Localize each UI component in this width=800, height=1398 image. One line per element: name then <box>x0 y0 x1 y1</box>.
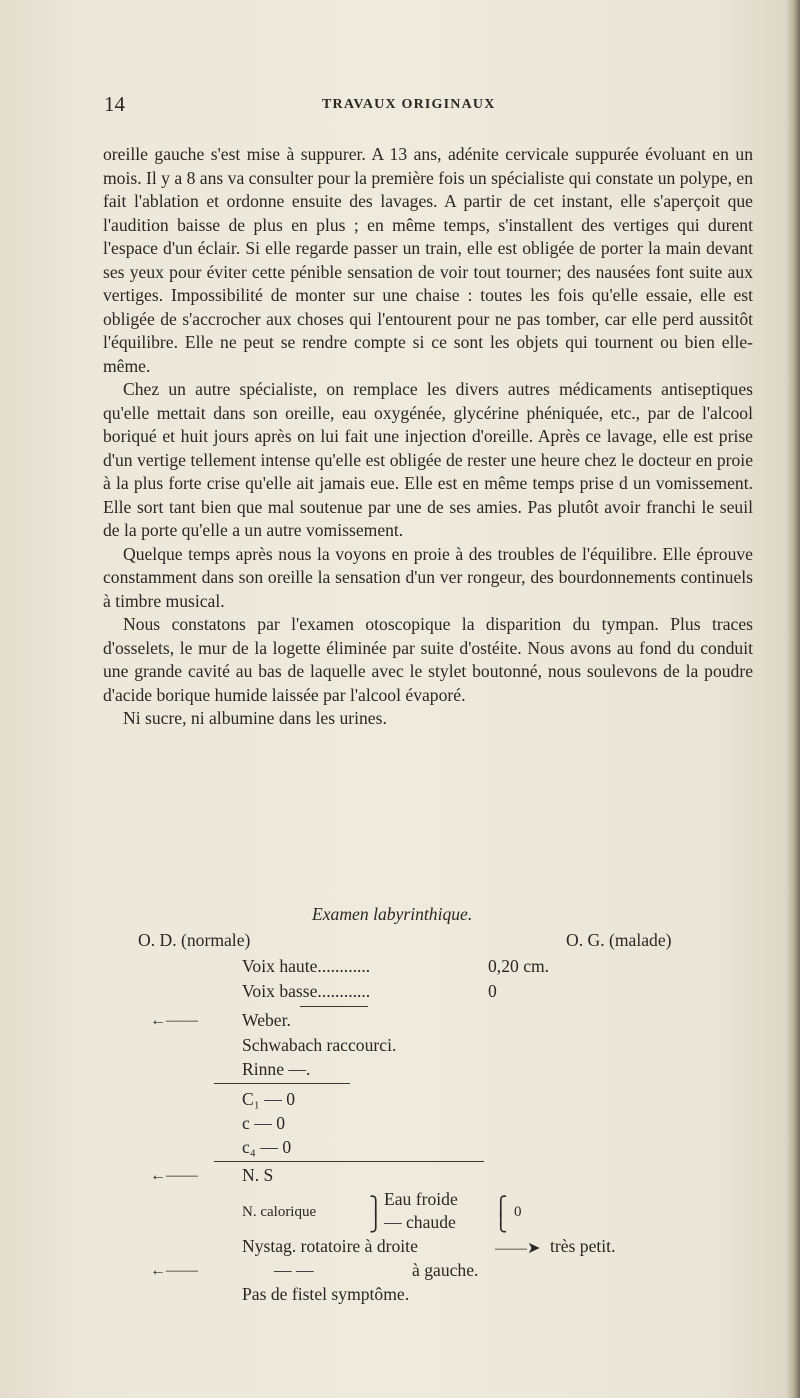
eau-froide-label: Eau froide <box>384 1189 458 1209</box>
c4-label: c₄ — 0 <box>242 1137 292 1157</box>
calorique-label: N. calorique <box>242 1204 317 1220</box>
nystag-value: très petit. <box>550 1236 616 1256</box>
brace-left: ⎫ <box>369 1196 383 1216</box>
paragraph: Chez un autre spécialiste, on remplace les divers autres médicaments antiseptiques qu'elle mettait dans son oreille, eau oxygénée, glycérine phéniquée, etc., par de l'alcool boriqué et huit jours après on lui fait une injection d'oreille. Après ce lavage, elle est prise d'un vertige tellement intense qu'elle est obligée de rester une heure chez le docteur en proie à la plus forte crise qu'elle ait jamais eue. Elle est en même temps prise d un vomissement. Elle sort tant bien que mal soutenue par une de ses amies. Pas plutôt avoir franchi le seuil de la porte qu'elle a un autre vomissement. <box>103 379 753 540</box>
divider <box>214 1083 350 1084</box>
exam-title: Examen labyrinthique. <box>312 904 473 924</box>
arrow-left-icon: ←—— <box>150 1167 198 1184</box>
ditto-dashes: — — <box>274 1260 314 1280</box>
voix-haute-label: Voix haute............ <box>242 956 371 976</box>
voix-basse-label: Voix basse............ <box>242 981 371 1001</box>
c-label: c — 0 <box>242 1113 285 1133</box>
rinne-label: Rinne —. <box>242 1059 311 1079</box>
paragraph: Quelque temps après nous la voyons en proie à des troubles de l'équilibre. Elle éprouve constamment dans son oreille la sensation d'un ver rongeur, des bourdonnements continuels à timbre musical. <box>103 543 753 611</box>
paragraph: Ni sucre, ni albumine dans les urines. <box>123 708 387 728</box>
nystag-label: Nystag. rotatoire à droite <box>242 1236 418 1256</box>
column-left-label: O. D. (normale) <box>138 930 251 950</box>
brace-right: ⎩ <box>494 1212 508 1232</box>
calorique-value: 0 <box>514 1204 522 1220</box>
column-right-label: O. G. (malade) <box>566 930 672 950</box>
fistel-label: Pas de fistel symptôme. <box>242 1284 410 1304</box>
divider <box>300 1006 368 1007</box>
chaude-label: — chaude <box>384 1212 456 1232</box>
page-number: 14 <box>104 92 125 116</box>
ns-label: N. S <box>242 1165 274 1185</box>
running-head: TRAVAUX ORIGINAUX <box>322 97 496 112</box>
arrow-left-icon: ←—— <box>150 1012 198 1029</box>
c1-label: C₁ — 0 <box>242 1089 296 1109</box>
voix-basse-value: 0 <box>488 981 497 1001</box>
a-gauche-label: à gauche. <box>412 1260 479 1280</box>
paragraph: Nous constatons par l'examen otoscopique la disparition du tympan. Plus traces d'osselets, le mur de la logette éliminée par suite d'ostéite. Nous avons au fond du conduit une grande cavité au bas de laquelle avec le stylet boutonné, nous soulevons de la poudre d'acide borique humide laissée par l'alcool évaporé. <box>103 614 753 705</box>
brace-right: ⎧ <box>494 1196 508 1216</box>
weber-label: Weber. <box>242 1010 291 1030</box>
schwabach-label: Schwabach raccourci. <box>242 1035 397 1055</box>
brace-left: ⎭ <box>369 1212 383 1232</box>
divider <box>214 1161 484 1162</box>
voix-haute-value: 0,20 cm. <box>488 956 550 976</box>
paragraph: oreille gauche s'est mise à suppurer. A 13 ans, adénite cervicale suppurée évoluant en un mois. Il y a 8 ans va consulter pour la première fois un spécialiste qui constate un polype, en fait l'ablation et ordonne ensuite des lavages. A partir de cet instant, elle s'aperçoit que l'audition baisse de plus en plus ; en même temps, s'installent des vertiges qui durent l'espace d'un éclair. Si elle regarde passer un train, elle est obligée de porter la main devant ses yeux pour éviter cette pénible sensation de voir tout tourner; des nausées font suite aux vertiges. Impossibilité de monter sur une chaise : toutes les fois qu'elle essaie, elle est obligée de s'accrocher aux choses qui l'entourent pour ne pas tomber, car elle perd aussitôt l'équilibre. Elle ne peut se rendre compte si ce sont les objets qui tournent ou bien elle-même. <box>103 144 753 376</box>
arrow-left-icon: ←—— <box>150 1262 198 1279</box>
arrow-right-icon: ——➤ <box>495 1240 541 1257</box>
